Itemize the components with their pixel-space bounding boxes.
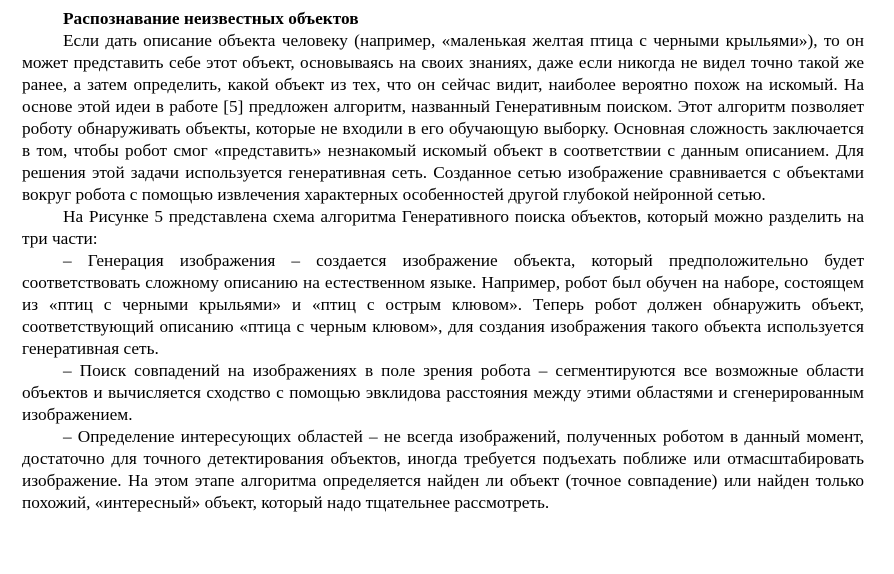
document-page bbox=[22, 8, 864, 514]
paragraph-intro: Если дать описание объекта человеку (например, «маленькая желтая птица с черными крыльями»), то он может представить себе этот объект, основываясь на своих знаниях, даже если никогда не видел точно такой же ранее, а затем определить, какой объект из тех, что он сейчас видит, наиболее вероятно похож на искомый. На основе этой идеи в работе [5] предложен алгоритм, названный Генеративным поиском. Этот алгоритм позволяет роботу обнаруживать объекты, которые не входили в его обучающую выборку. Основная сложность заключается в том, чтобы робот смог «представить» незнакомый искомый объект в соответствии с данным описанием. Для решения этой задачи используется генеративная сеть. Созданное сетью изображение сравнивается с объектами вокруг робота с помощью извлечения характерных особенностей другой глубокой нейронной сетью. bbox=[22, 31, 864, 204]
list-item-image-generation: – Генерация изображения – создается изображение объекта, который предположительно будет соответствовать сложному описанию на естественном языке. Например, робот был обучен на наборе, состоящем из «птиц с черными крыльями» и «птиц с острым клювом». Теперь робот должен обнаружить объект, соответствующий описанию «птица с черным клювом», для создания изображения такого объекта используется генеративная сеть. bbox=[22, 251, 864, 358]
paragraph-figure-reference: На Рисунке 5 представлена схема алгоритма Генеративного поиска объектов, который можно разделить на три части: bbox=[22, 207, 864, 248]
list-item-regions-of-interest: – Определение интересующих областей – не всегда изображений, полученных роботом в данный момент, достаточно для точного детектирования объектов, иногда требуется подъехать поближе или отмасштабировать изображение. На этом этапе алгоритма определяется найден ли объект (точное совпадение) или найден только похожий, «интересный» объект, который надо тщательнее рассмотреть. bbox=[22, 427, 864, 512]
section-heading: Распознавание неизвестных объектов bbox=[63, 9, 359, 28]
list-item-match-search: – Поиск совпадений на изображениях в поле зрения робота – сегментируются все возможные области объектов и вычисляется сходство с помощью эвклидова расстояния между этими областями и сгенерированным изображением. bbox=[22, 361, 864, 424]
